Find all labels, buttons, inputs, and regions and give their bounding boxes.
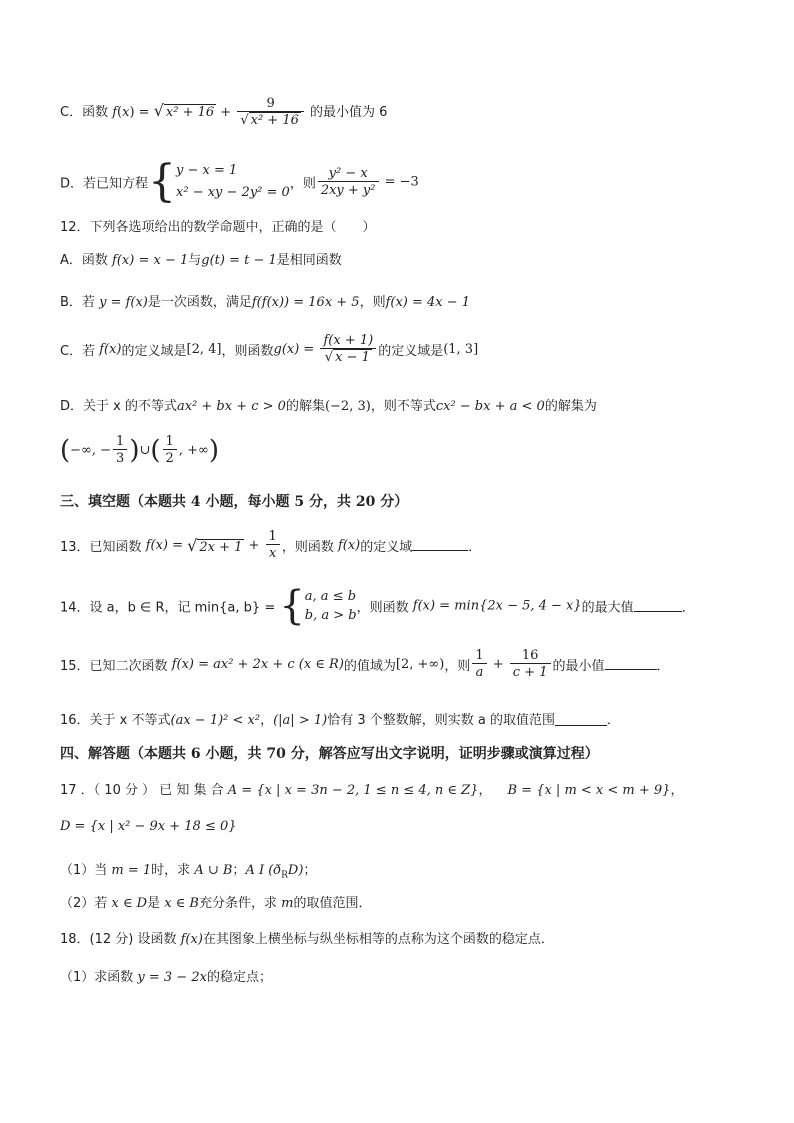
question-18-part-1: （1）求函数 y = 3 − 2x的稳定点； (60, 970, 272, 985)
q12-option-a: A．函数 f(x) = x − 1与g(t) = t − 1是相同函数 (60, 253, 342, 268)
section-heading-solutions: 四、解答题（本题共 6 小题，共 70 分，解答应写出文字说明，证明步骤或演算过程） (60, 746, 599, 762)
question-18-stem: 18．(12 分) 设函数 f(x)在其图象上横坐标与纵坐标相等的点称为这个函数的稳定点． (60, 932, 554, 947)
fraction: $\frac{9}{\text{√ x² + 16}}$ (237, 96, 304, 129)
question-17-part-1: （1）当 m = 1时，求 A ∪ B；A I $(ð_RD)$； (60, 863, 317, 881)
question-17-line-1: 17 ．（ 10 分 ） 已 知 集 合 A = {x | x = 3n − 2, 1 ≤ n ≤ 4, n ∈ Z}， B = {x | m < x < m + 9}， (60, 783, 684, 798)
q12-option-d: D．关于 x 的不等式ax² + bx + c > 0的解集(−2, 3)，则不等式cx² − bx + a < 0的解集为 (60, 399, 597, 414)
question-14: 14．设 a，b ∈ R，记 min{a, b} = { a, a ≤ b b, a > b ，则函数 f(x) = min{2x − 5, 4 − x}的最大值 ． (60, 583, 695, 629)
left-brace: { (279, 583, 305, 629)
answer-blank[interactable] (412, 538, 468, 551)
sqrt-expression: √ x² + 16 (153, 101, 215, 120)
q12-stem: 12．下列各选项给出的数学命题中，正确的是（ ） (60, 220, 376, 235)
q11-option-d: D．若已知方程{ y − x = 1 x² − xy − 2y² = 0 ，则 $\frac{\text{y² − x}}{\text{2xy + y²}}$ = −3 (60, 156, 419, 207)
question-15: 15．已知二次函数 f(x) = ax² + 2x + c (x ∈ R)的值域为[2, +∞)，则 $\frac{1}{a}$ + $\frac{16}{c + 1}$ 的最小值 ． (60, 648, 670, 680)
fraction: $\frac{\text{y² − x}}{\text{2xy + y²}}$ (318, 166, 379, 199)
q12-option-b: B．若 y = f(x)是一次函数，满足f(f(x)) = 16x + 5，则f(x) = 4x − 1 (60, 295, 471, 310)
fraction: $\frac{f(x + 1)}{√ x - 1}$ (320, 333, 376, 366)
q11-option-c: C．函数 f(x) = √ x² + 16 + $\frac{9}{\text{√ x² + 16}}$ 的最小值为 6 (60, 96, 388, 128)
q12-option-c: C．若 f(x)的定义域是[2, 4]，则函数g(x) = $\frac{f(x + 1)}{√ x - 1}$ 的定义域是(1, 3] (60, 333, 479, 365)
question-13: 13．已知函数 f(x) = √ 2x + 1 + $\frac{1}{x}$ ，则函数 f(x)的定义域 ． (60, 529, 482, 561)
q12-option-d-answer: (−∞, − $\frac{1}{3}$ )∪( $\frac{1}{2}$ , +∞) (60, 434, 219, 466)
question-17-line-2: D = {x | x² − 9x + 18 ≤ 0} (60, 819, 237, 834)
answer-blank[interactable] (555, 713, 607, 726)
section-heading-fill-in: 三、填空题（本题共 4 小题，每小题 5 分，共 20 分） (60, 494, 409, 510)
answer-blank[interactable] (634, 599, 682, 612)
question-17-part-2: （2）若 x ∈ D是 x ∈ B充分条件，求 m的取值范围． (60, 896, 372, 911)
left-brace: { (148, 156, 177, 207)
equation-system: y − x = 1 x² − xy − 2y² = 0 (176, 163, 290, 200)
question-16: 16．关于 x 不等式(ax − 1)² < x²，(|a| > 1)恰有 3 个整数解，则实数 a 的取值范围 ． (60, 713, 620, 728)
answer-blank[interactable] (605, 657, 657, 670)
